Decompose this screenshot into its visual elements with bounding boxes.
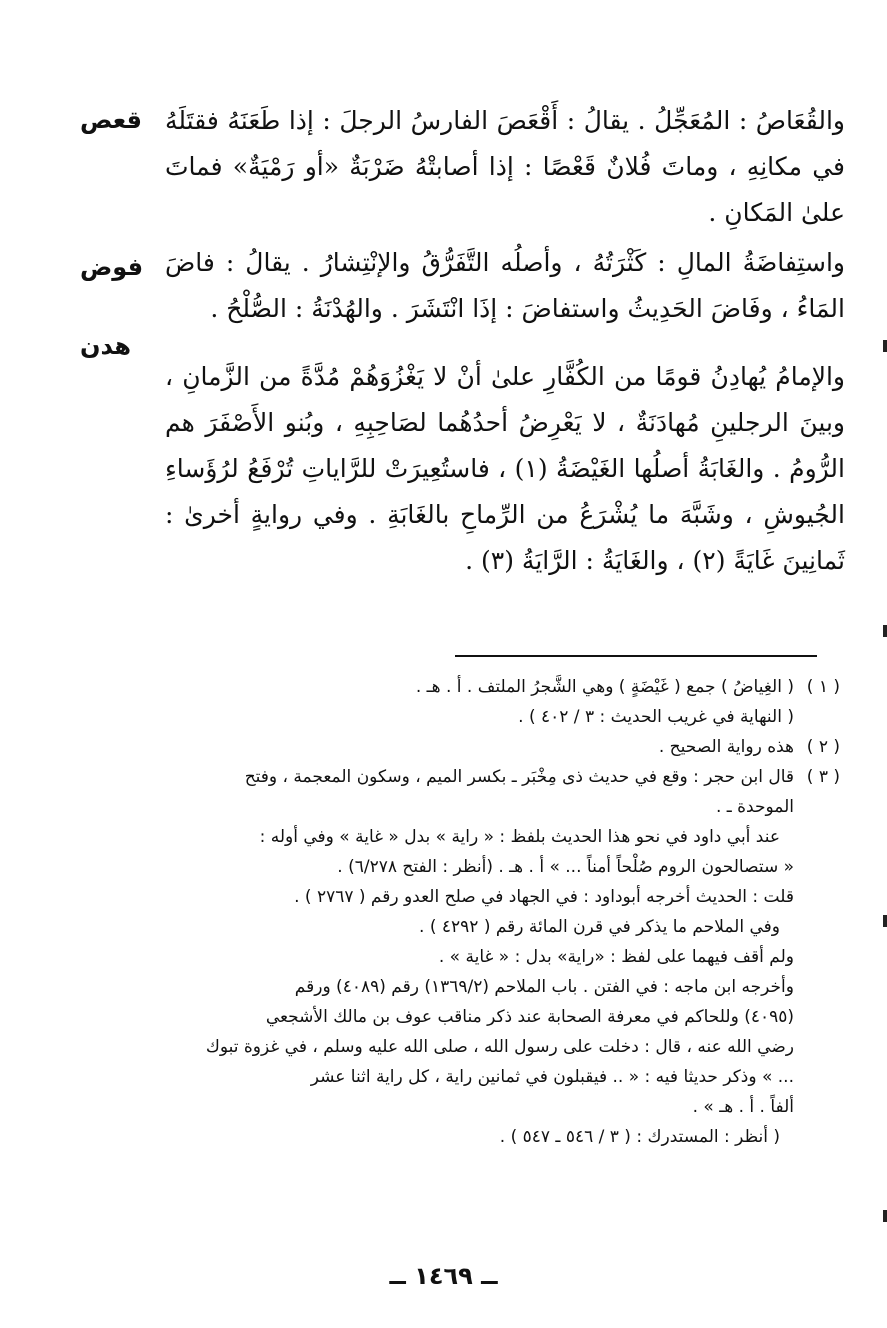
footnote-text: هذه رواية الصحيح . [658,737,794,757]
footnote-3-line: ( أنظر : المستدرك : ( ٣ / ٥٤٦ ـ ٥٤٧ ) . [499,1127,780,1147]
scan-edge-mark [883,625,887,637]
footnote-3-line: عند أبي داود في نحو هذا الحديث بلفظ : « راية » بدل « غاية » وفي أوله : [259,827,780,847]
footnote-3-line: الموحدة ـ . [715,797,794,817]
scan-edge-mark [883,340,887,352]
paragraph-fawd-hadn: واستِفاضَةُ المالِ : كَثْرَتُهُ ، وأصلُه التَّفَرُّقُ والإنْتِشارُ . يقالُ : فاضَ المَاءُ ، وفَاضَ الحَدِيثُ واستفاضَ : إذَا انْتَشَرَ . والهُدْنَةُ : الصُّلْحُ . [165,248,845,323]
footnote-1 [160,672,840,702]
paragraph-hudna: والإمامُ يُهادِنُ قومًا من الكُفَّارِ علىٰ أنْ لا يَغْزُوَهُمْ مُدَّةً من الزَّمانِ ، وبينَ الرجلينِ مُهادَنَةٌ ، لا يَعْرِضُ أحدُهُما لصَاحِبِهِ ، وبُنو الأَصْفَرَ هم الرُّومُ . والغَابَةُ أصلُها الغَيْضَةُ (١) ، فاستُعِيرَتْ للرَّاياتِ تُرْفَعُ لرُؤَساءِ الجُيوشِ ، وشَبَّهَ ما يُشْرَعُ من الرِّماحِ بالغَابَةِ . وفي روايةٍ أخرىٰ : ثَمانِينَ غَايَةً (٢) ، والغَايَةُ : الرَّايَةُ (٣) . [165,362,845,575]
root-word-qas: قعص [80,106,143,134]
footnote-number: ( ٢ ) [806,737,840,757]
footnote-3-line: ألفاً . أ . هـ » . [692,1097,794,1117]
root-word-hadn: هدن [80,332,131,360]
footnote-3-line: « ستصالحون الروم صُلْحاً أمناً ... » أ . هـ . (أنظر : الفتح ٦/٢٧٨) . [337,857,794,877]
footnote-number: ( ١ ) [806,677,840,697]
main-text [165,98,845,584]
footnote-1-source: ( النهاية في غريب الحديث : ٣ / ٤٠٢ ) . [518,707,794,727]
footnote-3-line: رضي الله عنه ، قال : دخلت على رسول الله ، صلى الله عليه وسلم ، في غزوة تبوك [205,1037,794,1057]
paragraph-qas: والقُعَاصُ : المُعَجِّلُ . يقالُ : أَقْعَصَ الفارسُ الرجلَ : إذا طَعَنَهُ فقتَلَهُ في مكانِهِ ، وماتَ فُلانٌ قَعْصًا : إذا أصابتْهُ ضَرْبَةٌ «أو رَمْيَةٌ» فماتَ علىٰ المَكانِ . [165,106,845,227]
footnotes [160,672,840,1152]
scan-edge-mark [883,1210,887,1222]
footnote-3-line: (٤٠٩٥) وللحاكم في معرفة الصحابة عند ذكر مناقب عوف بن مالك الأشجعي [265,1007,794,1027]
footnote-text: ( الغِياضُ ) جمع ( غَيْضَةٍ ) وهي الشَّجرُ الملتف . أ . هـ . [415,677,794,697]
footnote-3-line: ولم أقف فيهما على لفظ : «راية» بدل : « غاية » . [438,947,794,967]
scan-edge-mark [883,915,887,927]
root-word-fawd: فوض [80,253,144,281]
page-number: ــ ١٤٦٩ ــ [389,1262,498,1290]
footnote-3-line: وأخرجه ابن ماجه : في الفتن . باب الملاحم (١٣٦٩/٢) رقم (٤٠٨٩) ورقم [294,977,794,997]
footnote-3-line: قلت : الحديث أخرجه أبوداود : في الجهاد في صلح العدو رقم ( ٢٧٦٧ ) . [294,887,794,907]
footnote-number: ( ٣ ) [806,767,840,787]
footnote-2 [160,732,840,762]
footnote-3 [160,762,840,792]
footnote-separator [455,655,817,657]
footnote-text: قال ابن حجر : وقع في حديث ذى مِخْبَر ـ بكسر الميم ، وسكون المعجمة ، وفتح [244,767,794,787]
footnote-3-line: ... » وذكر حديثا فيه : « .. فيقبلون في ثمانين راية ، كل راية اثنا عشر [310,1067,794,1087]
footnote-3-line: وفي الملاحم ما يذكر في قرن المائة رقم ( ٤٢٩٢ ) . [419,917,780,937]
